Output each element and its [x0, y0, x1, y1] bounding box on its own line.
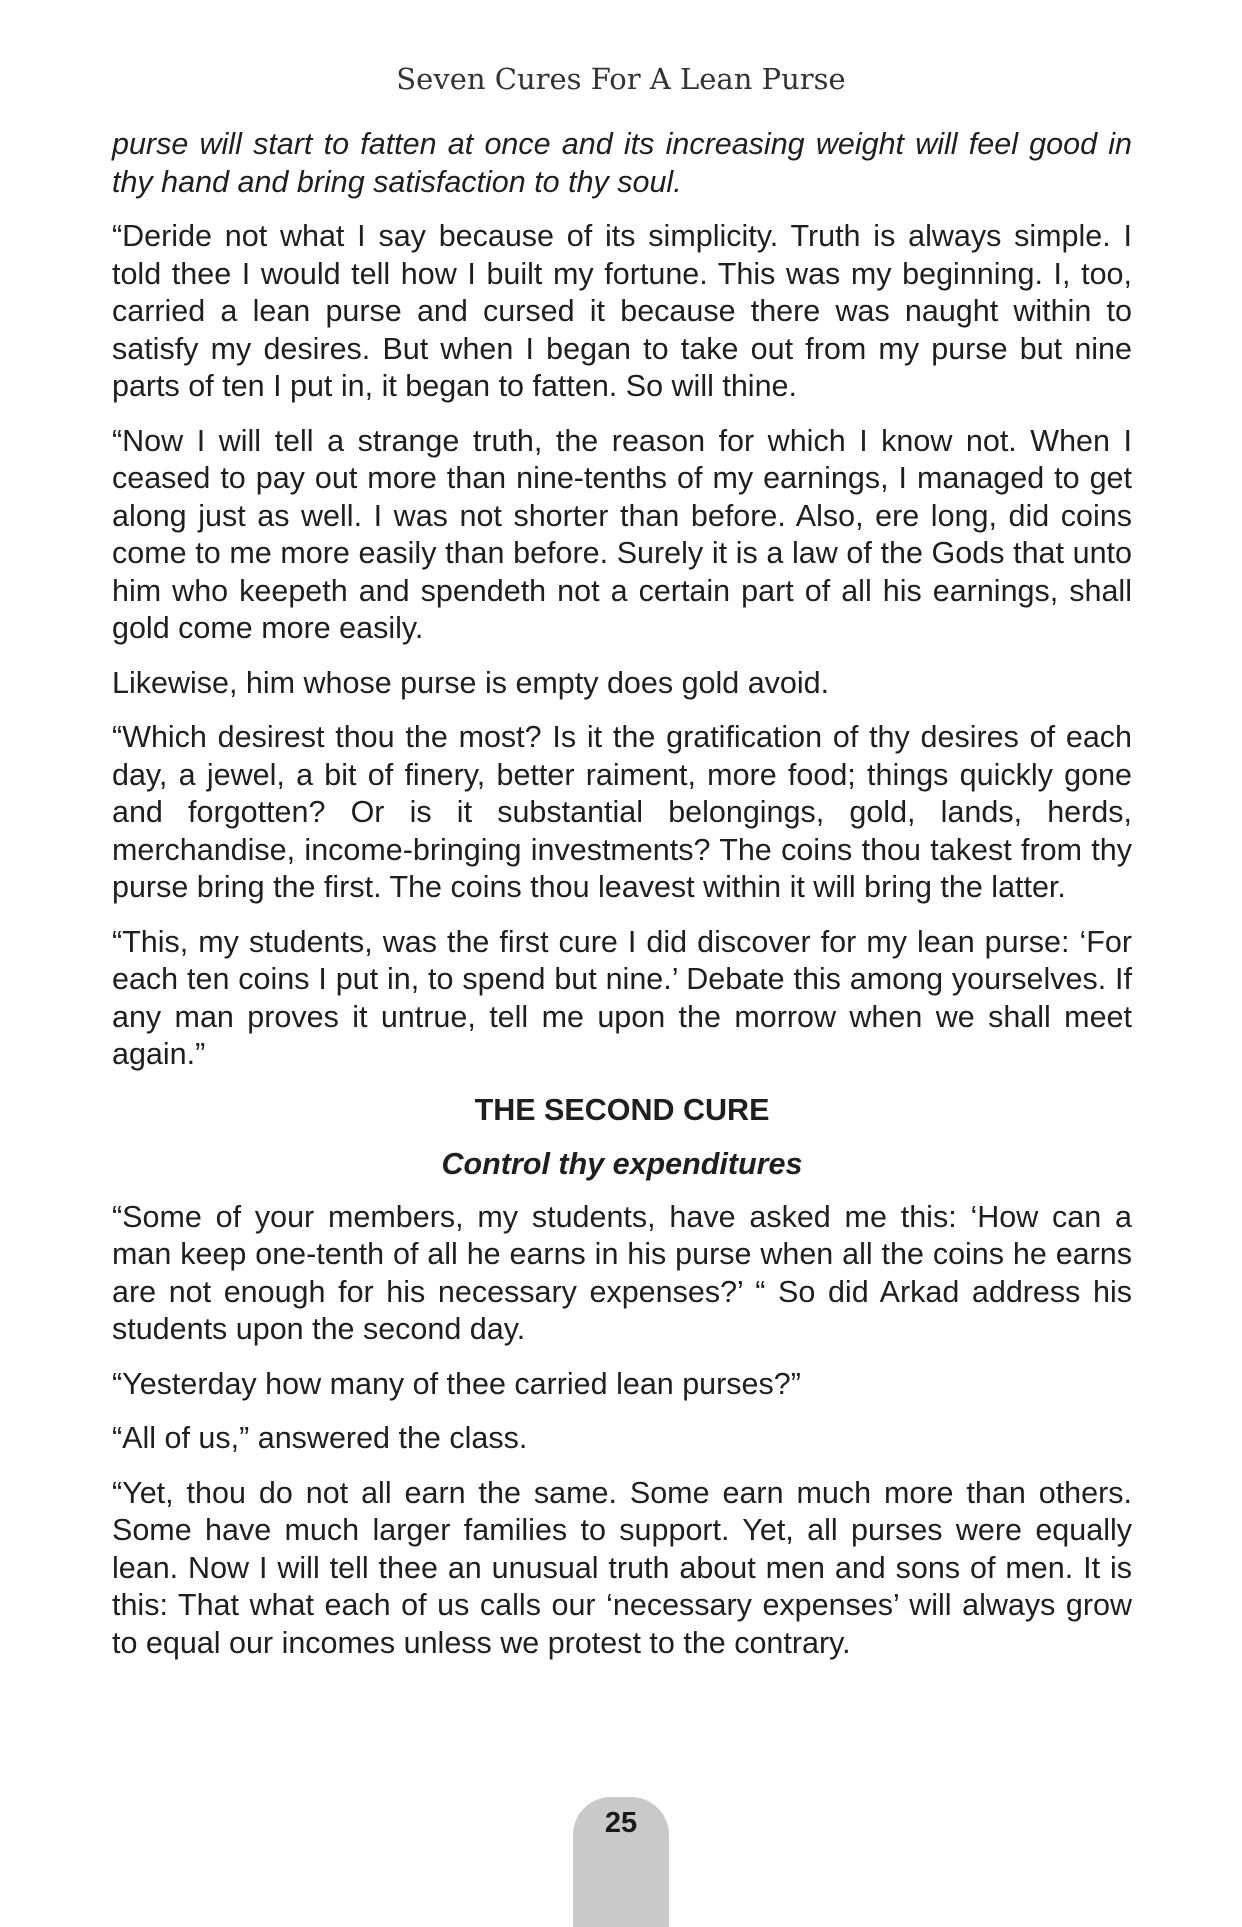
paragraph: “This, my students, was the first cure I did discover for my lean purse: ‘For each ten coins I put in, to spend but nine.’ Debate this among yourselves. If any man proves it untrue, tell me upon the morrow when we shall meet again.” [112, 924, 1132, 1071]
paragraph: “Deride not what I say because of its simplicity. Truth is always simple. I told thee I would tell how I built my fortune. This was my beginning. I, too, carried a lean purse and cursed it because there was naught within to satisfy my desires. But when I began to take out from my purse but nine parts of ten I put in, it began to fatten. So will thine. [112, 219, 1132, 403]
paragraph: “Yet, thou do not all earn the same. Some earn much more than others. Some have much larger families to support. Yet, all purses were equally lean. Now I will tell thee an unusual truth about men and sons of men. It is this: That what each of us calls our ‘necessary expenses’ will always grow to equal our incomes unless we protest to the contrary. [112, 1475, 1132, 1660]
paragraph: “Now I will tell a strange truth, the reason for which I know not. When I ceased to pay out more than nine-tenths of my earnings, I managed to get along just as well. I was not shorter than before. Also, ere long, did coins come to me more easily than before. Surely it is a law of the Gods that unto him who keepeth and spendeth not a certain part of all his earnings, shall gold come more easily. [112, 423, 1132, 645]
page-number-tab [573, 1797, 669, 1927]
paragraph: “Which desirest thou the most? Is it the gratification of thy desires of each day, a jewel, a bit of finery, better raiment, more food; things quickly gone and forgotten? Or is it substantial belongings, gold, lands, herds, merchandise, income-bringing investments? The coins thou takest from thy purse bring the first. The coins thou leavest within it will bring the latter. [112, 720, 1132, 904]
running-head: Seven Cures For A Lean Purse [396, 62, 846, 96]
paragraph: purse will start to fatten at once and its increasing weight will feel good in thy hand and bring satisfaction to thy soul. [112, 127, 1132, 199]
page-number: 25 [604, 1807, 638, 1839]
section-heading: THE SECOND CURE [474, 1092, 770, 1127]
paragraph: Likewise, him whose purse is empty does gold avoid. [112, 665, 830, 700]
section-subheading: Control thy expenditures [441, 1146, 803, 1181]
page-body [112, 126, 1132, 1679]
paragraph: “Some of your members, my students, have asked me this: ‘How can a man keep one-tenth of all he earns in his purse when all the coins he earns are not enough for his necessary expenses?’ “ So did Arkad address his students upon the second day. [112, 1199, 1132, 1346]
paragraph: “All of us,” answered the class. [112, 1421, 528, 1455]
paragraph: “Yesterday how many of thee carried lean purses?” [112, 1366, 801, 1401]
